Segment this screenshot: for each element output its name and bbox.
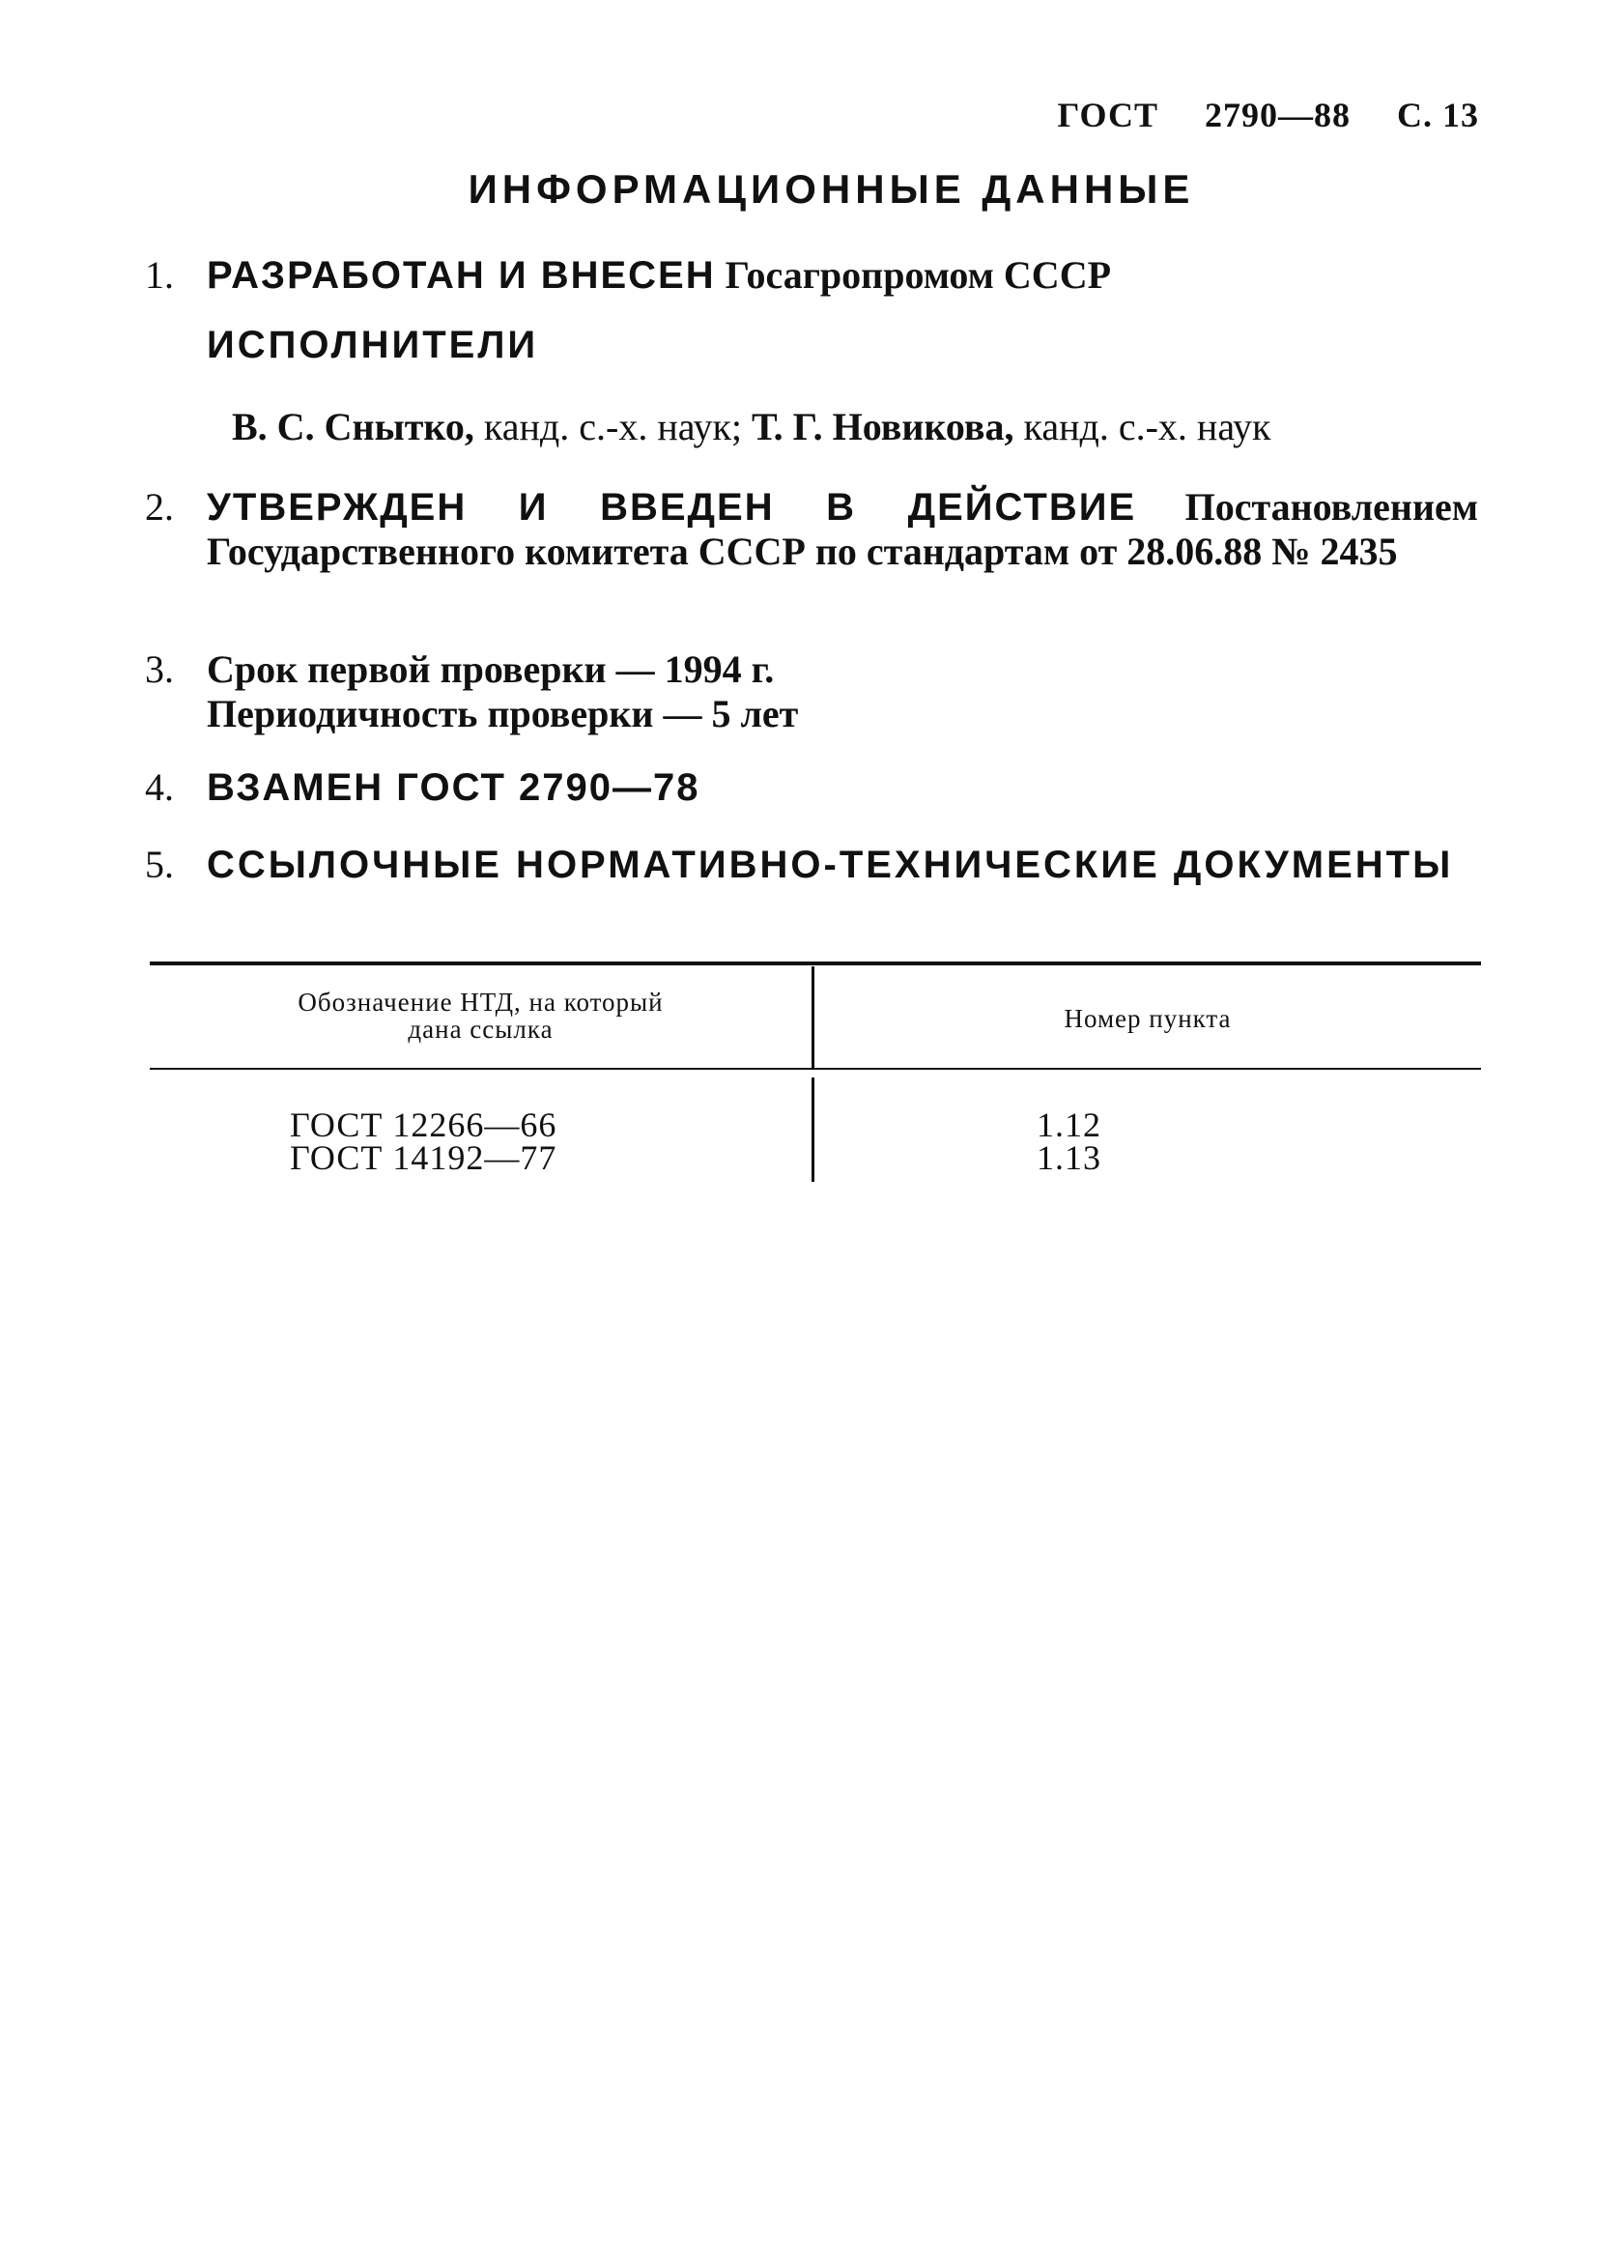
item-2-text: Постановлением Государственного комитета СССР по стандартам от 28.06.88 № 2435 [207, 485, 1479, 573]
author-1-name: В. С. Снытко, [232, 405, 474, 448]
table-cell-clause: 1.12 [1037, 1105, 1101, 1144]
table-top-rule [150, 962, 1481, 965]
header-standard: ГОСТ [1057, 96, 1158, 134]
header-number: 2790—88 [1205, 96, 1351, 134]
item-1-text: Госагропромом СССР [715, 253, 1112, 297]
page-header [1058, 95, 1479, 135]
item-3-line-1: Срок первой проверки — 1994 г. [207, 647, 775, 691]
author-1-title: канд. с.-х. наук; [473, 405, 752, 448]
item-2-caps: УТВЕРЖДЕН И ВВЕДЕН В ДЕЙСТВИЕ [207, 486, 1137, 529]
item-5-caps: ССЫЛОЧНЫЕ НОРМАТИВНО-ТЕХНИЧЕСКИЕ ДОКУМЕНТЫ [207, 844, 1454, 886]
item-1-number: 1. [145, 253, 174, 297]
table-body-divider [812, 1077, 814, 1182]
executors-list [232, 404, 1271, 449]
item-1-caps: РАЗРАБОТАН И ВНЕСЕН [207, 254, 716, 297]
item-2-number: 2. [145, 485, 174, 529]
author-2-title: канд. с.-х. наук [1013, 405, 1271, 448]
item-2 [145, 485, 1478, 574]
table-row [290, 1105, 557, 1144]
table-row [1037, 1138, 1101, 1177]
table-header-document [150, 989, 812, 1043]
page-title: ИНФОРМАЦИОННЫЕ ДАННЫЕ [468, 166, 1195, 212]
item-3-line-2: Периодичность проверки — 5 лет [207, 692, 799, 735]
header-page-number: С. 13 [1397, 96, 1479, 134]
item-4 [145, 765, 1478, 810]
table-cell-clause: 1.13 [1037, 1138, 1101, 1177]
table-cell-document: ГОСТ 14192—77 [290, 1138, 557, 1177]
item-4-caps: ВЗАМЕН ГОСТ 2790—78 [207, 766, 700, 809]
table-cell-document: ГОСТ 12266—66 [290, 1105, 557, 1144]
table-row [290, 1138, 557, 1177]
item-3 [145, 647, 1478, 736]
table-header-rule [150, 1068, 1481, 1070]
author-2-name: Т. Г. Новикова, [752, 405, 1014, 448]
table-header-document-line-2: дана ссылка [408, 1015, 554, 1044]
item-5 [145, 843, 1478, 887]
table-header-clause: Номер пункта [1064, 1004, 1232, 1033]
executors-heading: ИСПОЛНИТЕЛИ [207, 324, 539, 366]
item-1 [145, 253, 1478, 298]
item-5-number: 5. [145, 843, 174, 886]
table-header-document-line-1: Обозначение НТД, на который [298, 988, 664, 1017]
table-row [1037, 1105, 1101, 1144]
item-4-number: 4. [145, 765, 174, 809]
item-3-number: 3. [145, 647, 174, 691]
